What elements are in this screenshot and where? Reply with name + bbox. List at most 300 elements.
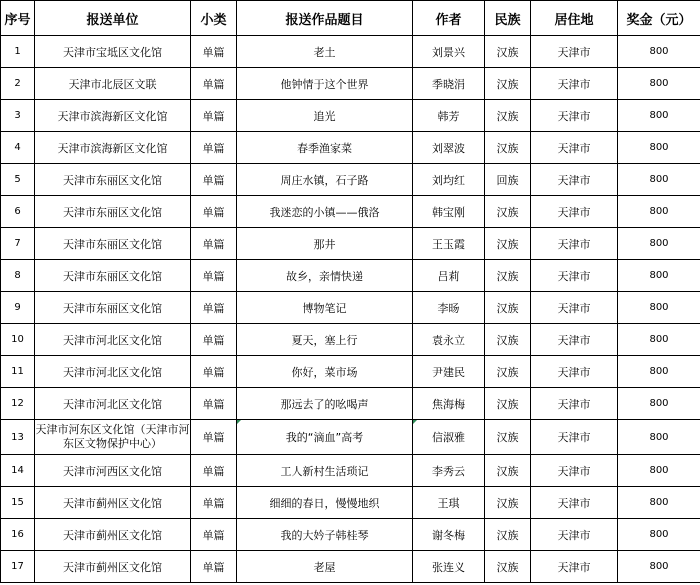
cell-author[interactable] — [413, 551, 485, 583]
cell-ethnicity[interactable] — [485, 551, 531, 583]
cell-title-text: 那井 — [313, 237, 336, 251]
cell-title-text: 工人新村生活琐记 — [280, 464, 369, 478]
cell-unit[interactable] — [35, 292, 191, 324]
cell-ethnicity[interactable] — [485, 388, 531, 420]
cell-residence[interactable] — [531, 324, 618, 356]
cell-index-text: 11 — [11, 366, 24, 377]
table-row — [1, 196, 700, 228]
cell-category[interactable] — [191, 455, 237, 487]
cell-index-text: 10 — [11, 334, 24, 345]
cell-index[interactable] — [1, 260, 35, 292]
cell-residence-text: 天津市 — [557, 496, 591, 510]
table-row — [1, 132, 700, 164]
cell-index[interactable] — [1, 36, 35, 68]
cell-category-text: 单篇 — [202, 77, 225, 91]
cell-author-text: 张连义 — [432, 560, 465, 574]
cell-author-text: 李秀云 — [432, 464, 465, 478]
cell-prize[interactable] — [618, 228, 700, 260]
cell-index-text: 16 — [11, 529, 24, 540]
cell-ethnicity-text: 汉族 — [496, 397, 519, 411]
cell-author[interactable] — [413, 519, 485, 551]
cell-ethnicity-text: 汉族 — [496, 237, 519, 251]
cell-prize-text: 800 — [649, 78, 669, 89]
cell-index[interactable] — [1, 519, 35, 551]
cell-author[interactable] — [413, 292, 485, 324]
cell-prize[interactable] — [618, 455, 700, 487]
cell-unit-text: 天津市蓟州区文化馆 — [63, 528, 162, 542]
cell-category-text: 单篇 — [202, 237, 225, 251]
cell-title[interactable] — [237, 228, 413, 260]
header-cell-category[interactable]: 小类 — [191, 1, 237, 36]
cell-title[interactable] — [237, 519, 413, 551]
cell-ethnicity-text: 汉族 — [496, 365, 519, 379]
cell-author[interactable] — [413, 487, 485, 519]
cell-residence[interactable] — [531, 196, 618, 228]
cell-author[interactable] — [413, 228, 485, 260]
cell-title[interactable] — [237, 420, 413, 455]
cell-unit[interactable] — [35, 551, 191, 583]
cell-title[interactable] — [237, 324, 413, 356]
header-cell-unit[interactable]: 报送单位 — [35, 1, 191, 36]
cell-residence-text: 天津市 — [557, 560, 591, 574]
table-row — [1, 388, 700, 420]
cell-category[interactable] — [191, 100, 237, 132]
cell-unit[interactable] — [35, 164, 191, 196]
cell-residence[interactable] — [531, 455, 618, 487]
cell-ethnicity-text: 汉族 — [496, 301, 519, 315]
table-row — [1, 487, 700, 519]
cell-unit-text: 天津市滨海新区文化馆 — [57, 141, 168, 155]
cell-residence-text: 天津市 — [557, 333, 591, 347]
cell-title[interactable] — [237, 36, 413, 68]
cell-category[interactable] — [191, 132, 237, 164]
cell-prize-text: 800 — [649, 110, 669, 121]
cell-unit[interactable] — [35, 68, 191, 100]
cell-prize-text: 800 — [649, 497, 669, 508]
cell-residence[interactable] — [531, 292, 618, 324]
cell-index[interactable] — [1, 164, 35, 196]
cell-ethnicity-text: 汉族 — [496, 528, 519, 542]
cell-residence[interactable] — [531, 420, 618, 455]
cell-author-text: 吕莉 — [437, 269, 460, 283]
cell-category[interactable] — [191, 487, 237, 519]
cell-author-text: 韩芳 — [437, 109, 460, 123]
header-cell-ethnicity[interactable]: 民族 — [485, 1, 531, 36]
cell-author-text: 韩宝刚 — [432, 205, 465, 219]
cell-index[interactable] — [1, 356, 35, 388]
cell-index-text: 14 — [11, 465, 24, 476]
cell-title[interactable] — [237, 388, 413, 420]
cell-author-text: 谢冬梅 — [432, 528, 465, 542]
cell-residence-text: 天津市 — [557, 173, 591, 187]
cell-category[interactable] — [191, 260, 237, 292]
cell-unit-text: 天津市河东区文化馆（天津市河东区文物保护中心） — [35, 423, 190, 450]
cell-title-text: 老屋 — [313, 560, 336, 574]
cell-unit[interactable] — [35, 356, 191, 388]
cell-ethnicity[interactable] — [485, 260, 531, 292]
cell-ethnicity[interactable] — [485, 519, 531, 551]
cell-category-text: 单篇 — [202, 173, 225, 187]
cell-index-text: 12 — [11, 398, 24, 409]
cell-index-text: 1 — [14, 46, 21, 57]
cell-author[interactable] — [413, 164, 485, 196]
cell-category[interactable] — [191, 68, 237, 100]
table-row — [1, 260, 700, 292]
cell-index-text: 17 — [11, 561, 24, 572]
cell-title[interactable] — [237, 551, 413, 583]
cell-title-text: 那远去了的吆喝声 — [280, 397, 369, 411]
cell-unit-text: 天津市北辰区文联 — [68, 77, 157, 91]
cell-ethnicity[interactable] — [485, 132, 531, 164]
cell-unit-text: 天津市宝坻区文化馆 — [63, 45, 162, 59]
cell-title-text: 博物笔记 — [302, 301, 347, 315]
cell-index[interactable] — [1, 420, 35, 455]
cell-residence-text: 天津市 — [557, 528, 591, 542]
cell-author-text: 袁永立 — [432, 333, 465, 347]
cell-title-text: 我的“滴血”高考 — [285, 431, 364, 444]
cell-category[interactable] — [191, 228, 237, 260]
cell-ethnicity-text: 回族 — [496, 173, 519, 187]
cell-unit-text: 天津市滨海新区文化馆 — [57, 109, 168, 123]
table-row — [1, 420, 700, 455]
cell-index-text: 13 — [11, 431, 24, 443]
header-cell-title[interactable]: 报送作品题目 — [237, 1, 413, 36]
cell-title[interactable] — [237, 164, 413, 196]
cell-ethnicity-text: 汉族 — [496, 333, 519, 347]
cell-unit-text: 天津市东丽区文化馆 — [63, 269, 162, 283]
cell-ethnicity[interactable] — [485, 68, 531, 100]
cell-unit-text: 天津市河北区文化馆 — [63, 333, 162, 347]
cell-title[interactable] — [237, 132, 413, 164]
cell-category-text: 单篇 — [202, 205, 225, 219]
cell-index[interactable] — [1, 324, 35, 356]
cell-prize-text: 800 — [649, 561, 669, 572]
cell-residence-text: 天津市 — [557, 141, 591, 155]
cell-author-text: 焦海梅 — [432, 397, 465, 411]
cell-category[interactable] — [191, 356, 237, 388]
cell-prize-text: 800 — [649, 206, 669, 217]
table-row — [1, 68, 700, 100]
cell-prize-text: 800 — [649, 302, 669, 313]
header-cell-residence[interactable]: 居住地 — [531, 1, 618, 36]
cell-category-text: 单篇 — [202, 333, 225, 347]
cell-category[interactable] — [191, 164, 237, 196]
cell-category[interactable] — [191, 388, 237, 420]
table-row — [1, 324, 700, 356]
cell-residence-text: 天津市 — [557, 45, 591, 59]
cell-prize[interactable] — [618, 551, 700, 583]
cell-residence-text: 天津市 — [557, 269, 591, 283]
cell-author[interactable] — [413, 68, 485, 100]
header-cell-author[interactable]: 作者 — [413, 1, 485, 36]
table-row — [1, 228, 700, 260]
cell-prize-text: 800 — [649, 46, 669, 57]
table-row — [1, 455, 700, 487]
header-cell-index[interactable]: 序号 — [1, 1, 35, 36]
cell-ethnicity[interactable] — [485, 100, 531, 132]
cell-author-text: 刘景兴 — [432, 45, 465, 59]
cell-author[interactable] — [413, 356, 485, 388]
cell-prize[interactable] — [618, 164, 700, 196]
cell-title-text: 你好，菜市场 — [291, 365, 358, 379]
table-row — [1, 292, 700, 324]
cell-category-text: 单篇 — [202, 431, 225, 444]
cell-residence[interactable] — [531, 487, 618, 519]
cell-title[interactable] — [237, 100, 413, 132]
cell-residence[interactable] — [531, 388, 618, 420]
cell-title-text: 周庄水镇，石子路 — [280, 173, 369, 187]
cell-unit[interactable] — [35, 388, 191, 420]
cell-residence-text: 天津市 — [557, 77, 591, 91]
cell-residence-text: 天津市 — [557, 397, 591, 411]
cell-index-text: 7 — [14, 238, 21, 249]
cell-category-text: 单篇 — [202, 45, 225, 59]
cell-unit[interactable] — [35, 196, 191, 228]
cell-category-text: 单篇 — [202, 301, 225, 315]
cell-index[interactable] — [1, 228, 35, 260]
cell-author-text: 刘均红 — [432, 173, 465, 187]
cell-author[interactable] — [413, 132, 485, 164]
table-row — [1, 551, 700, 583]
comment-marker-icon — [237, 420, 241, 424]
cell-category-text: 单篇 — [202, 269, 225, 283]
cell-prize[interactable] — [618, 487, 700, 519]
cell-unit[interactable] — [35, 36, 191, 68]
cell-ethnicity-text: 汉族 — [496, 205, 519, 219]
cell-prize-text: 800 — [649, 174, 669, 185]
cell-category-text: 单篇 — [202, 141, 225, 155]
cell-residence[interactable] — [531, 356, 618, 388]
cell-author[interactable] — [413, 324, 485, 356]
cell-author-text: 王琪 — [437, 496, 460, 510]
cell-category[interactable] — [191, 519, 237, 551]
cell-residence-text: 天津市 — [557, 431, 591, 444]
cell-index[interactable] — [1, 551, 35, 583]
cell-author-text: 李旸 — [437, 301, 460, 315]
cell-title[interactable] — [237, 68, 413, 100]
cell-index-text: 4 — [14, 142, 21, 153]
cell-category[interactable] — [191, 36, 237, 68]
table-row — [1, 519, 700, 551]
cell-unit-text: 天津市蓟州区文化馆 — [63, 560, 162, 574]
comment-marker-icon — [413, 420, 417, 424]
cell-unit-text: 天津市东丽区文化馆 — [63, 205, 162, 219]
cell-unit-text: 天津市河西区文化馆 — [63, 464, 162, 478]
cell-ethnicity[interactable] — [485, 292, 531, 324]
cell-prize[interactable] — [618, 292, 700, 324]
cell-ethnicity-text: 汉族 — [496, 496, 519, 510]
cell-residence-text: 天津市 — [557, 301, 591, 315]
cell-ethnicity-text: 汉族 — [496, 45, 519, 59]
cell-index[interactable] — [1, 388, 35, 420]
cell-author[interactable] — [413, 260, 485, 292]
cell-title-text: 我的大妗子韩桂琴 — [280, 528, 369, 542]
cell-unit[interactable] — [35, 100, 191, 132]
cell-residence[interactable] — [531, 551, 618, 583]
cell-residence[interactable] — [531, 36, 618, 68]
cell-ethnicity-text: 汉族 — [496, 431, 519, 444]
cell-prize[interactable] — [618, 36, 700, 68]
cell-ethnicity-text: 汉族 — [496, 560, 519, 574]
cell-category-text: 单篇 — [202, 496, 225, 510]
cell-residence[interactable] — [531, 260, 618, 292]
cell-author-text: 尹建民 — [432, 365, 465, 379]
cell-unit[interactable] — [35, 228, 191, 260]
cell-residence-text: 天津市 — [557, 464, 591, 478]
cell-title[interactable] — [237, 260, 413, 292]
cell-prize[interactable] — [618, 196, 700, 228]
cell-residence[interactable] — [531, 68, 618, 100]
cell-prize[interactable] — [618, 132, 700, 164]
cell-prize[interactable] — [618, 100, 700, 132]
cell-prize-text: 800 — [649, 465, 669, 476]
cell-title-text: 细细的春日，慢慢地织 — [269, 496, 380, 510]
cell-index-text: 15 — [11, 497, 24, 508]
cell-residence-text: 天津市 — [557, 365, 591, 379]
cell-residence[interactable] — [531, 164, 618, 196]
cell-residence-text: 天津市 — [557, 109, 591, 123]
cell-author[interactable] — [413, 388, 485, 420]
cell-unit-text: 天津市河北区文化馆 — [63, 397, 162, 411]
cell-ethnicity[interactable] — [485, 324, 531, 356]
cell-category-text: 单篇 — [202, 365, 225, 379]
cell-ethnicity[interactable] — [485, 356, 531, 388]
cell-unit[interactable] — [35, 132, 191, 164]
cell-author-text: 王玉霞 — [432, 237, 465, 251]
cell-title[interactable] — [237, 292, 413, 324]
cell-prize-text: 800 — [649, 529, 669, 540]
cell-index-text: 3 — [14, 110, 21, 121]
cell-title-text: 夏天，塞上行 — [291, 333, 358, 347]
cell-prize[interactable] — [618, 68, 700, 100]
cell-category[interactable] — [191, 196, 237, 228]
cell-residence[interactable] — [531, 519, 618, 551]
cell-ethnicity[interactable] — [485, 420, 531, 455]
table-body — [1, 36, 700, 583]
cell-index[interactable] — [1, 68, 35, 100]
cell-residence[interactable] — [531, 228, 618, 260]
cell-unit-text: 天津市蓟州区文化馆 — [63, 496, 162, 510]
cell-prize-text: 800 — [649, 142, 669, 153]
cell-prize-text: 800 — [649, 366, 669, 377]
cell-unit[interactable] — [35, 519, 191, 551]
cell-ethnicity-text: 汉族 — [496, 77, 519, 91]
cell-prize-text: 800 — [649, 238, 669, 249]
cell-prize-text: 800 — [649, 270, 669, 281]
cell-unit[interactable] — [35, 260, 191, 292]
cell-title-text: 春季渔家菜 — [297, 141, 352, 155]
cell-residence-text: 天津市 — [557, 237, 591, 251]
cell-ethnicity[interactable] — [485, 455, 531, 487]
cell-prize-text: 800 — [649, 398, 669, 409]
cell-index-text: 6 — [14, 206, 21, 217]
cell-title[interactable] — [237, 455, 413, 487]
cell-title[interactable] — [237, 487, 413, 519]
cell-residence[interactable] — [531, 100, 618, 132]
cell-ethnicity-text: 汉族 — [496, 109, 519, 123]
cell-unit-text: 天津市河北区文化馆 — [63, 365, 162, 379]
cell-title[interactable] — [237, 196, 413, 228]
table-row — [1, 100, 700, 132]
cell-index[interactable] — [1, 487, 35, 519]
table-row — [1, 164, 700, 196]
cell-prize-text: 800 — [649, 334, 669, 345]
cell-category-text: 单篇 — [202, 464, 225, 478]
cell-residence-text: 天津市 — [557, 205, 591, 219]
header-cell-prize[interactable]: 奖金（元） — [618, 1, 700, 36]
cell-unit[interactable] — [35, 420, 191, 455]
cell-category[interactable] — [191, 551, 237, 583]
cell-title[interactable] — [237, 356, 413, 388]
cell-index-text: 5 — [14, 174, 21, 185]
cell-title-text: 追光 — [313, 109, 336, 123]
cell-index-text: 2 — [14, 78, 21, 89]
table-row — [1, 356, 700, 388]
cell-index[interactable] — [1, 100, 35, 132]
cell-index[interactable] — [1, 196, 35, 228]
table-row — [1, 36, 700, 68]
cell-category-text: 单篇 — [202, 397, 225, 411]
cell-category-text: 单篇 — [202, 560, 225, 574]
cell-author-text: 季晓涓 — [432, 77, 465, 91]
cell-residence[interactable] — [531, 132, 618, 164]
cell-prize[interactable] — [618, 519, 700, 551]
cell-category-text: 单篇 — [202, 528, 225, 542]
cell-ethnicity-text: 汉族 — [496, 464, 519, 478]
cell-author[interactable] — [413, 455, 485, 487]
cell-ethnicity[interactable] — [485, 228, 531, 260]
cell-author[interactable] — [413, 36, 485, 68]
cell-prize[interactable] — [618, 260, 700, 292]
cell-prize[interactable] — [618, 388, 700, 420]
cell-prize[interactable] — [618, 420, 700, 455]
cell-category[interactable] — [191, 324, 237, 356]
cell-unit-text: 天津市东丽区文化馆 — [63, 173, 162, 187]
cell-index[interactable] — [1, 132, 35, 164]
cell-prize[interactable] — [618, 324, 700, 356]
cell-category[interactable] — [191, 420, 237, 455]
cell-unit-text: 天津市东丽区文化馆 — [63, 237, 162, 251]
cell-unit[interactable] — [35, 455, 191, 487]
cell-ethnicity[interactable] — [485, 487, 531, 519]
cell-author-text: 信淑雅 — [432, 431, 465, 444]
cell-index[interactable] — [1, 292, 35, 324]
cell-ethnicity-text: 汉族 — [496, 269, 519, 283]
cell-category-text: 单篇 — [202, 109, 225, 123]
cell-author-text: 刘翠波 — [432, 141, 465, 155]
cell-title-text: 故乡，亲情快递 — [286, 269, 363, 283]
cell-ethnicity-text: 汉族 — [496, 141, 519, 155]
cell-category[interactable] — [191, 292, 237, 324]
cell-ethnicity[interactable] — [485, 196, 531, 228]
cell-unit[interactable] — [35, 487, 191, 519]
cell-unit-text: 天津市东丽区文化馆 — [63, 301, 162, 315]
cell-title-text: 老土 — [313, 45, 336, 59]
cell-index-text: 8 — [14, 270, 21, 281]
cell-title-text: 他钟情于这个世界 — [280, 77, 369, 91]
cell-index-text: 9 — [14, 302, 21, 313]
cell-ethnicity[interactable] — [485, 36, 531, 68]
header-row — [1, 1, 700, 36]
cell-index[interactable] — [1, 455, 35, 487]
cell-prize[interactable] — [618, 356, 700, 388]
cell-unit[interactable] — [35, 324, 191, 356]
cell-author[interactable] — [413, 196, 485, 228]
cell-author[interactable] — [413, 100, 485, 132]
cell-author[interactable] — [413, 420, 485, 455]
cell-prize-text: 800 — [649, 431, 669, 443]
cell-ethnicity[interactable] — [485, 164, 531, 196]
